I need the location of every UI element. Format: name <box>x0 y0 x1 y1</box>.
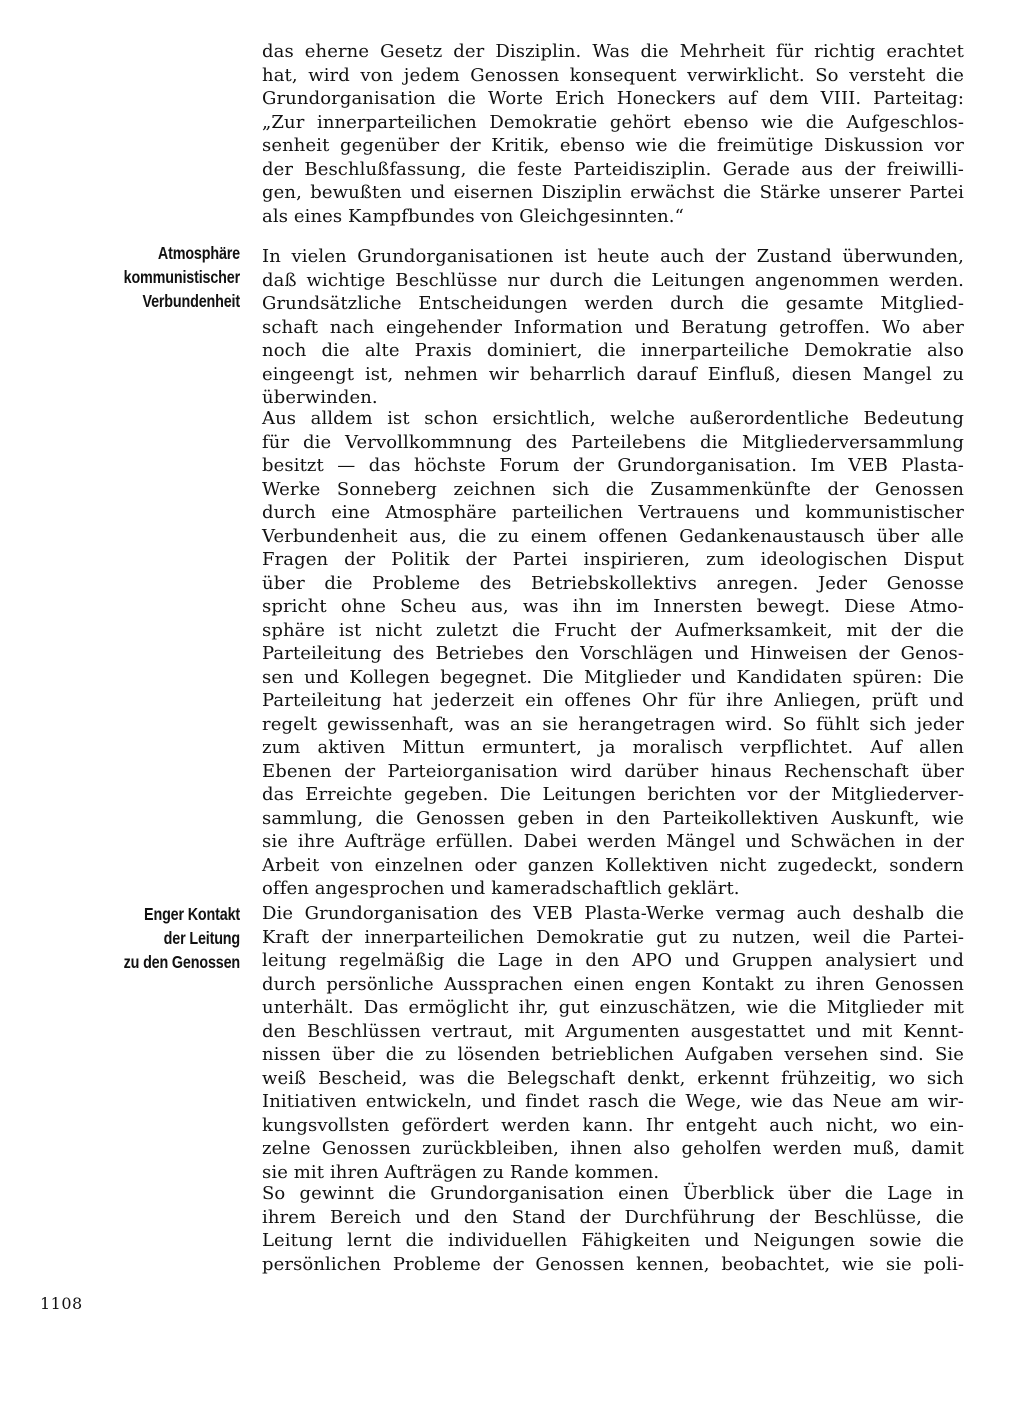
text-line: sphäre ist nicht zuletzt die Frucht der Aufmerksamkeit, mit der die <box>262 619 964 641</box>
sidenote-line: Atmosphäre <box>157 243 240 263</box>
text-line: zelne Genossen zurückbleiben, ihnen also geholfen werden muß, damit <box>262 1138 964 1159</box>
text-line: Verbundenheit aus, die zu einem offenen Gedankenaustausch über alle <box>262 525 964 547</box>
text-line: persönlichen Probleme der Genossen kennen, beobachtet, wie sie poli- <box>262 1253 964 1275</box>
text-line: So gewinnt die Grundorganisation einen Überblick über die Lage in <box>262 1183 964 1204</box>
text-line: weiß Bescheid, was die Belegschaft denkt, erkennt frühzeitig, wo sich <box>262 1067 964 1089</box>
text-line: Parteileitung des Betriebes den Vorschlägen und Hinweisen der Genos- <box>262 643 964 664</box>
text-line: regelt gewissenhaft, was an sie herangetragen wird. So fühlt sich jeder <box>262 713 964 735</box>
text-line: sie ihre Aufträge erfüllen. Dabei werden Mängel und Schwächen in der <box>262 831 964 852</box>
text-line: das Erreichte gegeben. Die Leitungen berichten vor der Mitgliederver- <box>262 784 964 805</box>
text-line: „Zur innerparteilichen Demokratie gehört ebenso wie die Aufgeschlos- <box>262 111 964 133</box>
text-line: Leitung lernt die individuellen Fähigkeiten und Neigungen sowie die <box>262 1230 964 1251</box>
text-line: senheit gegenüber der Kritik, ebenso wie die freimütige Diskussion vor <box>262 135 964 156</box>
text-line: Aus alldem ist schon ersichtlich, welche außerordentliche Bedeutung <box>262 408 964 429</box>
sidenote-enger-kontakt <box>109 902 240 974</box>
text-line: sie mit ihren Aufträgen zu Rande kommen. <box>262 1161 660 1183</box>
text-line: als eines Kampfbundes von Gleichgesinnten.“ <box>262 205 684 227</box>
paragraph-2 <box>262 245 964 410</box>
text-line: sen und Kollegen begegnet. Die Mitglieder und Kandidaten spüren: Die <box>262 666 964 688</box>
sidenote-atmosphaere <box>109 241 240 313</box>
text-line: schaft nach eingehender Information und Beratung getroffen. Wo aber <box>262 316 964 338</box>
text-line: Werke Sonneberg zeichnen sich die Zusammenkünfte der Genossen <box>262 478 964 500</box>
text-line: durch eine Atmosphäre parteilichen Vertrauens und kommunistischer <box>262 502 964 523</box>
text-line: ihrem Bereich und den Stand der Durchführung der Beschlüsse, die <box>262 1206 964 1228</box>
sidenote-line: zu den Genossen <box>123 952 240 972</box>
paragraph-1 <box>262 40 964 228</box>
text-line: leitung regelmäßig die Lage in den APO und Gruppen analysiert und <box>262 950 964 971</box>
text-line: Die Grundorganisation des VEB Plasta-Werke vermag auch deshalb die <box>262 903 964 924</box>
text-line: für die Vervollkommnung des Parteilebens die Mitgliederversammlung <box>262 431 964 453</box>
text-line: zum aktiven Mittun ermuntert, ja moralisch verpflichtet. Auf allen <box>262 737 964 758</box>
text-line: Arbeit von einzelnen oder ganzen Kollektiven nicht zugedeckt, sondern <box>262 854 964 876</box>
text-line: hat, wird von jedem Genossen konsequent verwirklicht. So versteht die <box>262 64 964 86</box>
text-line: In vielen Grundorganisationen ist heute auch der Zustand überwunden, <box>262 246 964 267</box>
text-line: Fragen der Politik der Partei inspirieren, zum ideologischen Disput <box>262 549 964 570</box>
text-line: besitzt — das höchste Forum der Grundorganisation. Im VEB Plasta- <box>262 455 964 476</box>
text-line: unterhält. Das ermöglicht ihr, gut einzuschätzen, wie die Mitglieder mit <box>262 997 964 1018</box>
paragraph-3 <box>262 407 964 901</box>
text-line: überwinden. <box>262 387 378 408</box>
text-line: Ebenen der Parteiorganisation wird darüber hinaus Rechenschaft über <box>262 760 964 782</box>
text-line: nissen über die zu lösenden betrieblichen Aufgaben versehen sind. Sie <box>262 1044 964 1065</box>
page-number: 1108 <box>40 1294 83 1313</box>
text-line: der Beschlußfassung, die feste Parteidisziplin. Gerade aus der freiwilli- <box>262 158 964 180</box>
text-line: eingeengt ist, nehmen wir beharrlich darauf Einfluß, diesen Mangel zu <box>262 363 964 385</box>
text-line: den Beschlüssen vertraut, mit Argumenten ausgestattet und mit Kennt- <box>262 1020 964 1042</box>
text-line: Parteileitung hat jederzeit ein offenes Ohr für ihre Anliegen, prüft und <box>262 690 964 711</box>
text-line: daß wichtige Beschlüsse nur durch die Leitungen angenommen werden. <box>262 269 964 291</box>
sidenote-line: Enger Kontakt <box>144 904 240 924</box>
paragraph-5 <box>262 1182 964 1276</box>
text-line: offen angesprochen und kameradschaftlich geklärt. <box>262 878 740 899</box>
text-line: das eherne Gesetz der Disziplin. Was die Mehrheit für richtig erachtet <box>262 41 964 62</box>
text-line: durch persönliche Aussprachen einen engen Kontakt zu ihren Genossen <box>262 973 964 995</box>
text-line: spricht ohne Scheu aus, was ihn im Innersten bewegt. Diese Atmo- <box>262 596 964 617</box>
sidenote-line: Verbundenheit <box>142 291 240 311</box>
paragraph-4 <box>262 902 964 1184</box>
text-line: Grundsätzliche Entscheidungen werden durch die gesamte Mitglied- <box>262 293 964 314</box>
text-line: Initiativen entwickeln, und findet rasch die Wege, wie das Neue am wir- <box>262 1091 964 1112</box>
sidenote-line: der Leitung <box>163 928 240 948</box>
text-line: sammlung, die Genossen geben in den Parteikollektiven Auskunft, wie <box>262 807 964 829</box>
text-line: über die Probleme des Betriebskollektivs anregen. Jeder Genosse <box>262 572 964 594</box>
text-line: noch die alte Praxis dominiert, die innerparteiliche Demokratie also <box>262 340 964 361</box>
text-line: Kraft der innerparteilichen Demokratie gut zu nutzen, weil die Partei- <box>262 926 964 948</box>
text-line: Grundorganisation die Worte Erich Honeckers auf dem VIII. Parteitag: <box>262 88 964 109</box>
text-line: gen, bewußten und eisernen Disziplin erwächst die Stärke unserer Partei <box>262 182 964 203</box>
sidenote-line: kommunistischer <box>123 267 240 287</box>
text-line: kungsvollsten gefördert werden kann. Ihr entgeht auch nicht, wo ein- <box>262 1114 964 1136</box>
